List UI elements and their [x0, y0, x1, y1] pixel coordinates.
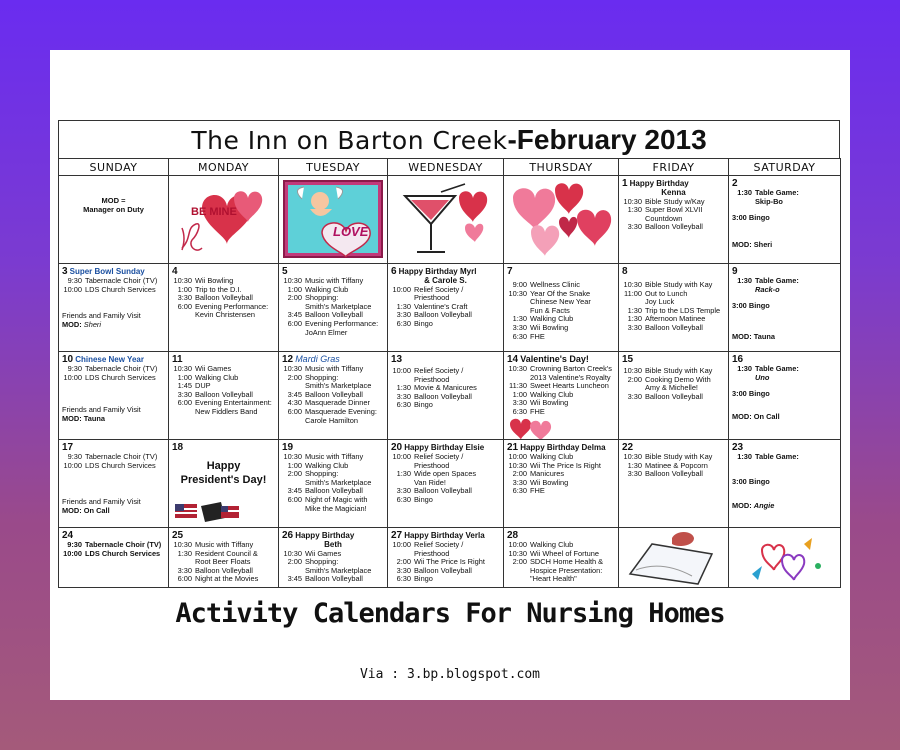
event: 3:30 Balloon Volleyball	[177, 565, 253, 575]
calendar-grid	[58, 158, 841, 588]
day-cell-4	[169, 264, 279, 352]
event-continued: New Fiddlers Band	[195, 406, 258, 416]
event-continued: Smith's Marketplace	[305, 381, 372, 391]
event: 6:30 FHE	[512, 331, 545, 341]
day-1-name: Kenna	[661, 188, 686, 197]
event: 10:00 Walking Club	[508, 452, 574, 461]
event: 2:00 Manicures	[512, 469, 565, 479]
event-continued: Chinese New Year	[530, 297, 591, 307]
event-continued: Priesthood	[414, 293, 450, 303]
calendar-title-inn: The Inn on Barton Creek	[191, 126, 508, 155]
event: 1:30 Afternoon Matinee	[627, 314, 706, 324]
event: 10:00 Relief Society /	[392, 540, 464, 549]
weekday-saturday: SATURDAY	[729, 159, 841, 176]
event: 10:30 Crowning Barton Creek's	[508, 364, 612, 373]
event: 3:45 Balloon Volleyball	[287, 574, 363, 584]
weekday-header-row	[59, 159, 841, 176]
day-number-13: 13	[391, 354, 403, 365]
day-6-heading-2: & Carole S.	[424, 276, 467, 285]
event: 1:30 Table Game:	[737, 188, 799, 197]
day-number-6: 6	[391, 266, 397, 277]
event-continued: "Heart Health"	[530, 574, 577, 584]
event: 2:00 Shopping:	[287, 469, 339, 479]
day-cell-17	[59, 440, 169, 528]
event-continued: Rack-o	[755, 284, 780, 294]
event: 1:00 Walking Club	[177, 372, 239, 382]
visit-note: Friends and Family Visit	[62, 497, 141, 507]
day-number-19: 19	[282, 442, 294, 453]
event: 3:30 Balloon Volleyball	[396, 391, 472, 401]
day-cell-22	[619, 440, 729, 528]
event: 2:00 Shopping:	[287, 557, 339, 567]
day-number-15: 15	[622, 354, 634, 365]
day-cell-20	[388, 440, 504, 528]
calendar-title-month: February 2013	[516, 124, 707, 155]
event: 11:00 Out to Lunch	[624, 288, 688, 298]
day-number-28: 28	[507, 530, 519, 541]
event: 10:30 Wii The Price Is Right	[508, 460, 601, 470]
event: 10:00 LDS Church Services	[63, 284, 156, 294]
event: 3:30 Wii Bowling	[512, 398, 569, 408]
ribbons-icon	[732, 530, 836, 586]
day-number-23: 23	[732, 442, 744, 453]
day-number-16: 16	[732, 354, 744, 365]
event: 1:30 Table Game:	[737, 364, 799, 373]
event: 1:30 Super Bowl XLVII	[627, 205, 703, 215]
event: 3:30 Balloon Volleyball	[396, 486, 472, 496]
event: 1:30 Trip to the LDS Temple	[627, 305, 721, 315]
event-continued: Amy & Michelle!	[645, 383, 698, 393]
weekday-monday: MONDAY	[169, 159, 279, 176]
event-continued: Mike the Magician!	[305, 503, 367, 513]
event: 10:30 Bible Study w/Kay	[623, 196, 705, 206]
event-continued: Priesthood	[414, 460, 450, 470]
day-number-5: 5	[282, 266, 288, 277]
hearts-cluster-icon	[507, 178, 617, 262]
day-number-24: 24	[62, 530, 74, 541]
day-cell-5	[279, 264, 388, 352]
small-hearts-icon	[508, 416, 558, 440]
event: 10:30 Wii Bowling	[173, 276, 234, 285]
event: 1:45 DUP	[177, 381, 211, 391]
day-12-heading: Mardi Gras	[295, 354, 340, 364]
week-row-2	[59, 264, 841, 352]
event-continued: Smith's Marketplace	[305, 477, 372, 487]
day-cell-be-mine	[169, 176, 279, 264]
content-card	[50, 50, 850, 700]
event: 2:00 Cooking Demo With	[627, 374, 711, 384]
event-continued: Priesthood	[414, 548, 450, 558]
presidents-day-text: Happy President's Day!	[180, 460, 267, 486]
event: 10:30 Music with Tiffany	[173, 540, 254, 549]
week-row-1	[59, 176, 841, 264]
event: 10:30 Wii Games	[173, 364, 232, 373]
day-number-22: 22	[622, 442, 634, 453]
event: 6:00 Night at the Movies	[177, 574, 259, 584]
event: 10:30 Wii Wheel of Fortune	[508, 548, 600, 558]
event: 1:30 Movie & Manicures	[396, 383, 477, 393]
event: 10:00 LDS Church Services	[63, 548, 161, 558]
event: 1:30 Valentine's Craft	[396, 301, 468, 311]
event: 10:30 Wii Games	[283, 548, 342, 558]
event-continued: 2013 Valentine's Royalty	[530, 372, 611, 382]
event-continued: Skip-Bo	[755, 196, 783, 206]
mod-label: MOD: Angie	[732, 501, 775, 511]
event: 1:30 Wide open Spaces	[396, 469, 477, 479]
event: 6:00 Evening Performance:	[177, 301, 269, 311]
day-cell-12	[279, 352, 388, 440]
event: 10:00 Relief Society /	[392, 366, 464, 375]
event: 10:30 Bible Study with Kay	[623, 366, 713, 375]
event-continued: JoAnn Elmer	[305, 327, 348, 337]
day-cell-16	[729, 352, 841, 440]
event: 3:30 Balloon Volleyball	[627, 322, 703, 332]
event: 3:45 Balloon Volleyball	[287, 486, 363, 496]
event: 6:00 Evening Performance:	[287, 318, 379, 328]
event-continued: Countdown	[645, 213, 683, 223]
event-continued: Uno	[755, 372, 770, 382]
day-cell-mod	[59, 176, 169, 264]
event: 10:00 Relief Society /	[392, 452, 464, 461]
day-cell-18	[169, 440, 279, 528]
day-number-7: 7	[507, 266, 513, 277]
heart-glass-icon	[391, 178, 501, 262]
day-cell-8	[619, 264, 729, 352]
mod-label: MOD: On Call	[62, 505, 110, 515]
event: 3:30 Wii Bowling	[512, 477, 569, 487]
mod-label: MOD: On Call	[732, 411, 780, 421]
event: 9:30 Tabernacle Choir (TV)	[67, 364, 158, 373]
weekday-sunday: SUNDAY	[59, 159, 169, 176]
event: 9:00 Wellness Clinic	[512, 280, 580, 289]
weekday-tuesday: TUESDAY	[279, 159, 388, 176]
event: 3:30 Balloon Volleyball	[627, 222, 703, 232]
event: 1:30 Table Game:	[737, 452, 799, 461]
event: 10:00 LDS Church Services	[63, 372, 156, 382]
day-26-name: Beth	[324, 540, 342, 549]
day-cell-hearts	[504, 176, 619, 264]
day-cell-25	[169, 528, 279, 588]
day-cell-15	[619, 352, 729, 440]
day-3-heading: Super Bowl Sunday	[69, 267, 145, 276]
week-row-5	[59, 528, 841, 588]
calendar-title	[58, 120, 840, 158]
event: 10:00 Relief Society /	[392, 284, 464, 294]
event-continued: Fun & Facts	[530, 305, 570, 315]
event: 6:30 FHE	[512, 486, 545, 496]
mod-label: MOD: Tauna	[732, 331, 775, 341]
day-number-2: 2	[732, 178, 738, 189]
mod-label: MOD: Sheri	[62, 319, 102, 329]
event: 2:00 Shopping:	[287, 293, 339, 303]
event: 1:00 Walking Club	[512, 389, 574, 399]
day-number-11: 11	[172, 354, 183, 365]
event: 3:30 Wii Bowling	[512, 322, 569, 332]
event: 3:30 Balloon Volleyball	[627, 469, 703, 479]
event: 6:30 Bingo	[396, 574, 433, 584]
day-cell-23	[729, 440, 841, 528]
weekday-friday: FRIDAY	[619, 159, 729, 176]
day-cell-11	[169, 352, 279, 440]
event-continued: Smith's Marketplace	[305, 301, 372, 311]
day-number-3: 3	[62, 266, 68, 277]
day-cell-bedding	[619, 528, 729, 588]
day-cell-27	[388, 528, 504, 588]
day-cell-3	[59, 264, 169, 352]
event: 3:30 Balloon Volleyball	[177, 389, 253, 399]
calendar-image	[58, 120, 842, 640]
event: 10:30 Music with Tiffany	[283, 364, 364, 373]
day-cell-6	[388, 264, 504, 352]
day-number-12: 12	[282, 354, 294, 365]
event-continued: Joy Luck	[645, 297, 675, 307]
day-number-25: 25	[172, 530, 184, 541]
day-cell-13	[388, 352, 504, 440]
day-number-9: 9	[732, 266, 738, 277]
event: 10:30 Bible Study with Kay	[623, 280, 713, 289]
event: 3:30 Balloon Volleyball	[396, 310, 472, 320]
bedding-icon	[622, 530, 726, 586]
event: 10:30 Music with Tiffany	[283, 276, 364, 285]
event: 4:30 Masquerade Dinner	[287, 398, 370, 408]
event-continued: Hospice Presentation:	[530, 565, 603, 575]
event-continued: Carole Hamilton	[305, 415, 358, 425]
day-cell-24	[59, 528, 169, 588]
event: 6:30 FHE	[512, 406, 545, 416]
mod-note: MOD = Manager on Duty	[83, 196, 144, 214]
event: 6:30 Bingo	[396, 400, 433, 410]
mod-label: MOD: Tauna	[62, 413, 105, 423]
event: 1:30 Table Game:	[737, 276, 799, 285]
event: 1:30 Walking Club	[512, 314, 574, 324]
source-credit: Via : 3.bp.blogspot.com	[359, 667, 540, 682]
day-cell-28	[504, 528, 619, 588]
day-20-heading: Happy Birthday Elsie	[404, 443, 485, 452]
love-cupid-icon	[282, 179, 384, 259]
flag-laptop-icon	[173, 500, 243, 526]
day-cell-19	[279, 440, 388, 528]
event-continued: Priesthood	[414, 374, 450, 384]
event: 10:00 LDS Church Services	[63, 460, 156, 470]
day-number-27: 27	[391, 530, 403, 541]
event: 6:30 Bingo	[396, 494, 433, 504]
day-1-heading: Happy Birthday	[629, 179, 689, 188]
weekday-wednesday: WEDNESDAY	[388, 159, 504, 176]
be-mine-text: BE MINE	[191, 206, 237, 218]
day-number-10: 10	[62, 354, 74, 365]
event: 3:00 Bingo	[732, 389, 770, 399]
love-text: LOVE	[333, 224, 369, 239]
day-21-heading: Happy Birthday Delma	[520, 443, 606, 452]
day-cell-9	[729, 264, 841, 352]
day-number-8: 8	[622, 266, 628, 277]
day-cell-love	[279, 176, 388, 264]
event: 3:30 Balloon Volleyball	[396, 565, 472, 575]
event: 1:00 Walking Club	[287, 284, 349, 294]
day-cell-glass	[388, 176, 504, 264]
day-cell-1	[619, 176, 729, 264]
event: 3:45 Balloon Volleyball	[287, 389, 363, 399]
event: 10:30 Bible Study with Kay	[623, 452, 713, 461]
page-caption-title: Activity Calendars For Nursing Homes	[175, 598, 725, 629]
event: 6:00 Night of Magic with	[287, 494, 368, 504]
event-continued: Root Beer Floats	[195, 557, 251, 567]
event: 6:00 Masquerade Evening:	[287, 406, 377, 416]
event: 1:30 Matinee & Popcorn	[627, 460, 708, 470]
day-cell-7	[504, 264, 619, 352]
event: 2:00 SDCH Home Health &	[512, 557, 604, 567]
event: 6:00 Evening Entertainment:	[177, 398, 272, 408]
event: 10:30 Music with Tiffany	[283, 452, 364, 461]
event: 2:00 Wii The Price Is Right	[396, 557, 485, 567]
event: 1:30 Resident Council &	[177, 548, 258, 558]
event: 3:45 Balloon Volleyball	[287, 310, 363, 320]
event-continued: Kevin Christensen	[195, 310, 255, 320]
be-mine-heart-icon	[172, 178, 276, 262]
event: 3:30 Balloon Volleyball	[177, 293, 253, 303]
day-14-heading: Valentine's Day!	[520, 354, 589, 364]
calendar-title-dash: -	[507, 124, 517, 155]
event: 3:00 Bingo	[732, 213, 770, 223]
event: 9:30 Tabernacle Choir (TV)	[67, 452, 158, 461]
day-cell-26	[279, 528, 388, 588]
day-26-heading: Happy Birthday	[295, 531, 355, 540]
day-number-26: 26	[282, 530, 294, 541]
visit-note: Friends and Family Visit	[62, 311, 141, 321]
event: 1:00 Trip to the D.I.	[177, 284, 242, 294]
day-cell-21	[504, 440, 619, 528]
event: 2:00 Shopping:	[287, 372, 339, 382]
event: 3:00 Bingo	[732, 476, 770, 486]
event-continued: Smith's Marketplace	[305, 565, 372, 575]
week-row-3	[59, 352, 841, 440]
day-6-heading: Happy Birthday Myrl	[398, 267, 477, 276]
event: 9:30 Tabernacle Choir (TV)	[67, 276, 158, 285]
day-number-1: 1	[622, 178, 628, 189]
day-number-17: 17	[62, 442, 74, 453]
day-cell-10	[59, 352, 169, 440]
mod-label: MOD: Sheri	[732, 239, 773, 249]
event: 1:00 Walking Club	[287, 460, 349, 470]
day-cell-2	[729, 176, 841, 264]
day-number-4: 4	[172, 266, 178, 277]
event: 9:30 Tabernacle Choir (TV)	[67, 540, 162, 549]
day-cell-ribbons	[729, 528, 841, 588]
day-number-20: 20	[391, 442, 403, 453]
day-10-heading: Chinese New Year	[75, 355, 144, 364]
day-cell-14	[504, 352, 619, 440]
day-27-heading: Happy Birthday Verla	[404, 531, 485, 540]
weekday-thursday: THURSDAY	[504, 159, 619, 176]
event: 11:30 Sweet Hearts Luncheon	[509, 381, 609, 391]
day-number-14: 14	[507, 354, 519, 365]
event-continued: Van Ride!	[414, 477, 446, 487]
event: 10:00 Walking Club	[508, 540, 574, 549]
event: 10:30 Year Of the Snake	[508, 288, 591, 298]
event: 6:30 Bingo	[396, 318, 433, 328]
day-number-18: 18	[172, 442, 184, 453]
day-number-21: 21	[507, 442, 519, 453]
visit-note: Friends and Family Visit	[62, 405, 141, 415]
event: 3:30 Balloon Volleyball	[627, 391, 703, 401]
event: 3:00 Bingo	[732, 301, 770, 311]
week-row-4	[59, 440, 841, 528]
